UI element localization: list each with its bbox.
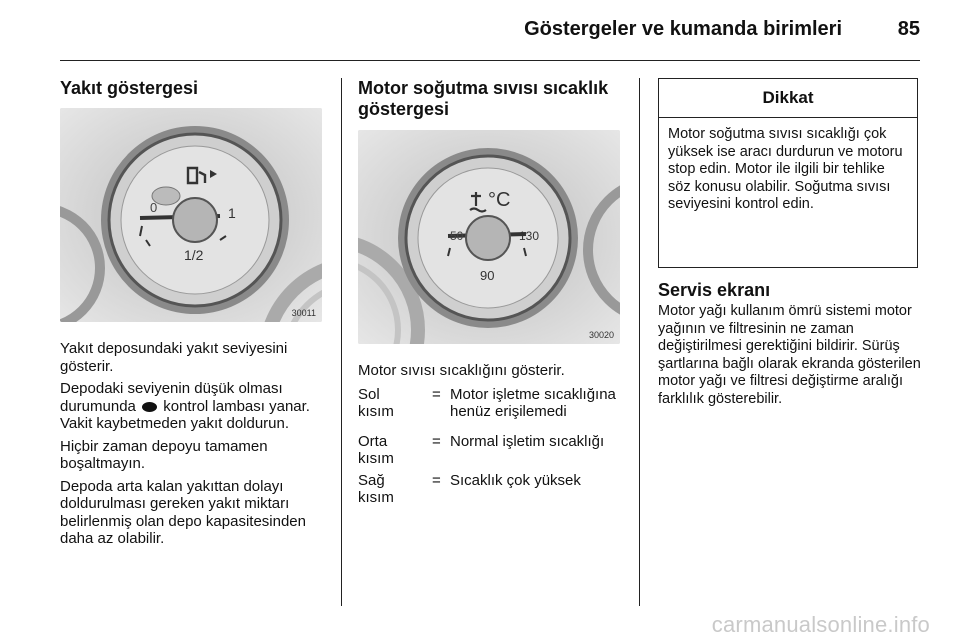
caution-box (658, 78, 918, 268)
definition-separator: = (432, 386, 441, 403)
watermark-text: carmanualsonline.info (711, 612, 930, 637)
fuel-heading: Yakıt göstergesi (60, 78, 199, 98)
page-header-title: Göstergeler ve kumanda birimleri (524, 18, 842, 40)
service-section (658, 280, 922, 408)
fuel-label-half: 1/2 (184, 247, 204, 263)
coolant-gauge-illustration (358, 130, 620, 344)
caution-title: Dikkat (659, 79, 917, 118)
fuel-paragraph-2-start: Depodaki seviyenin düşük olması durumunda (60, 380, 283, 415)
fuel-gauge-hub (173, 198, 217, 242)
definition-separator: = (432, 472, 441, 489)
definition-term: Sağ kısım (358, 472, 394, 506)
definition-separator: = (432, 433, 441, 450)
service-heading: Servis ekranı (658, 280, 771, 300)
coolant-heading: Motor soğutma sıvısı sıcaklık göstergesi (358, 78, 609, 119)
definition-term: Orta kısım (358, 433, 394, 467)
definition-description: Motor işletme sıcaklığına henüz erişilemedi (450, 386, 616, 420)
service-body: Motor yağı kullanım ömrü sistemi motor yağının ve filtresinin ne zaman değiştirilmesi gerektiğini bildirir. Sürüş şartlarına bağlı olarak ekranda gösterilen motor yağı ve filtresi değiştirme aralığı farklılık gösterebilir. (658, 303, 921, 407)
fuel-label-full: 1 (228, 205, 236, 221)
coolant-label-low: 50 (450, 229, 464, 243)
page-number: 85 (897, 18, 920, 40)
fuel-label-empty: 0 (150, 200, 158, 215)
coolant-definition-list (358, 386, 628, 516)
fuel-paragraph-1: Yakıt deposundaki yakıt seviyesini gösterir. (60, 340, 288, 375)
header-divider (60, 60, 920, 61)
page-header (60, 18, 920, 58)
column-divider-1 (341, 78, 342, 606)
coolant-image-code: 30020 (588, 330, 614, 340)
definition-description: Normal işletim sıcaklığı (450, 433, 605, 450)
fuel-text (60, 340, 330, 548)
fuel-paragraph-2-end: kontrol lambası yanar. Vakit kaybetmeden yakıt doldurun. (60, 397, 310, 432)
fuel-gauge-illustration (60, 108, 322, 322)
coolant-section (358, 78, 628, 120)
coolant-gauge-hub (466, 216, 510, 260)
fuel-paragraph-3: Hiçbir zaman depoyu tamamen boşaltmayın. (60, 437, 268, 472)
column-divider-2 (639, 78, 640, 606)
definition-description: Sıcaklık çok yüksek (450, 472, 581, 489)
coolant-gauge-image (358, 130, 620, 344)
caution-body: Motor soğutma sıvısı sıcaklığı çok yüksek ise aracı durdurun ve motoru stop edin. Motor ile ilgili bir tehlike söz konusu olabilir. Soğutma sıvısı seviyesini kontrol edin. (668, 126, 903, 212)
fuel-paragraph-4: Depoda arta kalan yakıttan dolayı doldurulması gereken yakıt miktarı belirlenmiş olan depo kapasitesinden daha az olabilir. (60, 477, 306, 547)
fuel-paragraph-2 (60, 380, 330, 433)
fuel-gauge-image (60, 108, 322, 322)
coolant-unit-label: °C (488, 189, 511, 211)
fuel-section (60, 78, 328, 99)
fuel-image-code: 30011 (291, 308, 316, 318)
coolant-intro: Motor sıvısı sıcaklığını gösterir. (358, 362, 565, 379)
definition-term: Sol kısım (358, 386, 394, 420)
coolant-label-mid: 90 (480, 268, 495, 283)
coolant-label-high: 130 (519, 229, 540, 243)
fuel-warning-lamp-icon (142, 402, 157, 412)
